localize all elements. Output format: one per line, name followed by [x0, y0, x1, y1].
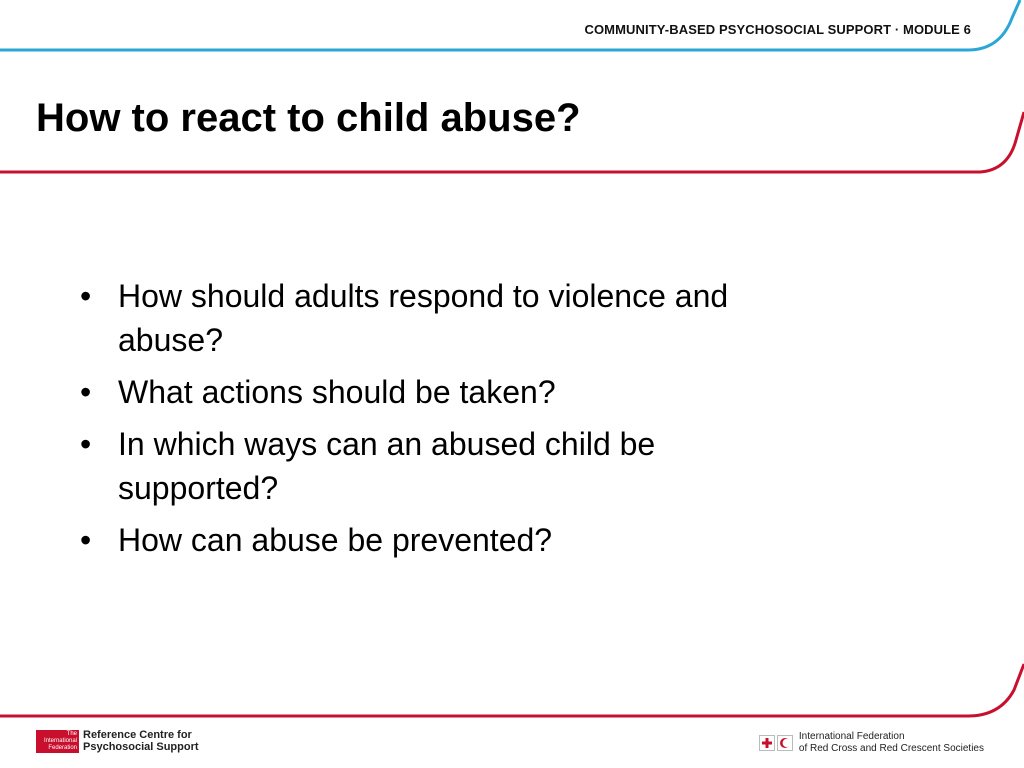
federation-line2: of Red Cross and Red Crescent Societies	[798, 743, 984, 754]
bullet-item	[80, 274, 780, 362]
federation-line1: International Federation	[798, 731, 905, 742]
red-cross-icon	[759, 735, 775, 751]
footer-red-line	[0, 664, 1024, 716]
logo-small-text: The	[66, 730, 77, 737]
emblems	[759, 735, 793, 751]
federation-logo-block	[36, 730, 79, 753]
module-header: COMMUNITY-BASED PSYCHOSOCIAL SUPPORT · MODULE 6	[584, 22, 971, 37]
bullet-text: In which ways can an abused child be supported?	[118, 426, 656, 506]
bullet-text: How can abuse be prevented?	[118, 522, 553, 558]
logo-small-text: International	[43, 737, 77, 744]
bullet-text: What actions should be taken?	[118, 374, 556, 410]
bullet-item	[80, 422, 780, 510]
bullet-marker: •	[80, 374, 92, 410]
bullet-item	[80, 370, 780, 414]
bullet-marker: •	[80, 278, 92, 314]
bullet-list	[80, 274, 780, 570]
reference-centre-name	[83, 729, 199, 753]
logo-small-text: Federation	[48, 744, 77, 751]
reference-centre-line1: Reference Centre for	[83, 729, 192, 741]
slide-title: How to react to child abuse?	[36, 96, 581, 140]
bullet-item	[80, 518, 780, 562]
bullet-marker: •	[80, 426, 92, 462]
federation-name	[799, 731, 984, 755]
red-crescent-icon	[777, 735, 793, 751]
ifrc-logo	[759, 731, 984, 755]
reference-centre-line2: Psychosocial Support	[83, 741, 199, 753]
bullet-text: How should adults respond to violence and abuse?	[118, 278, 729, 358]
bullet-marker: •	[80, 522, 92, 558]
reference-centre-logo	[36, 729, 199, 753]
